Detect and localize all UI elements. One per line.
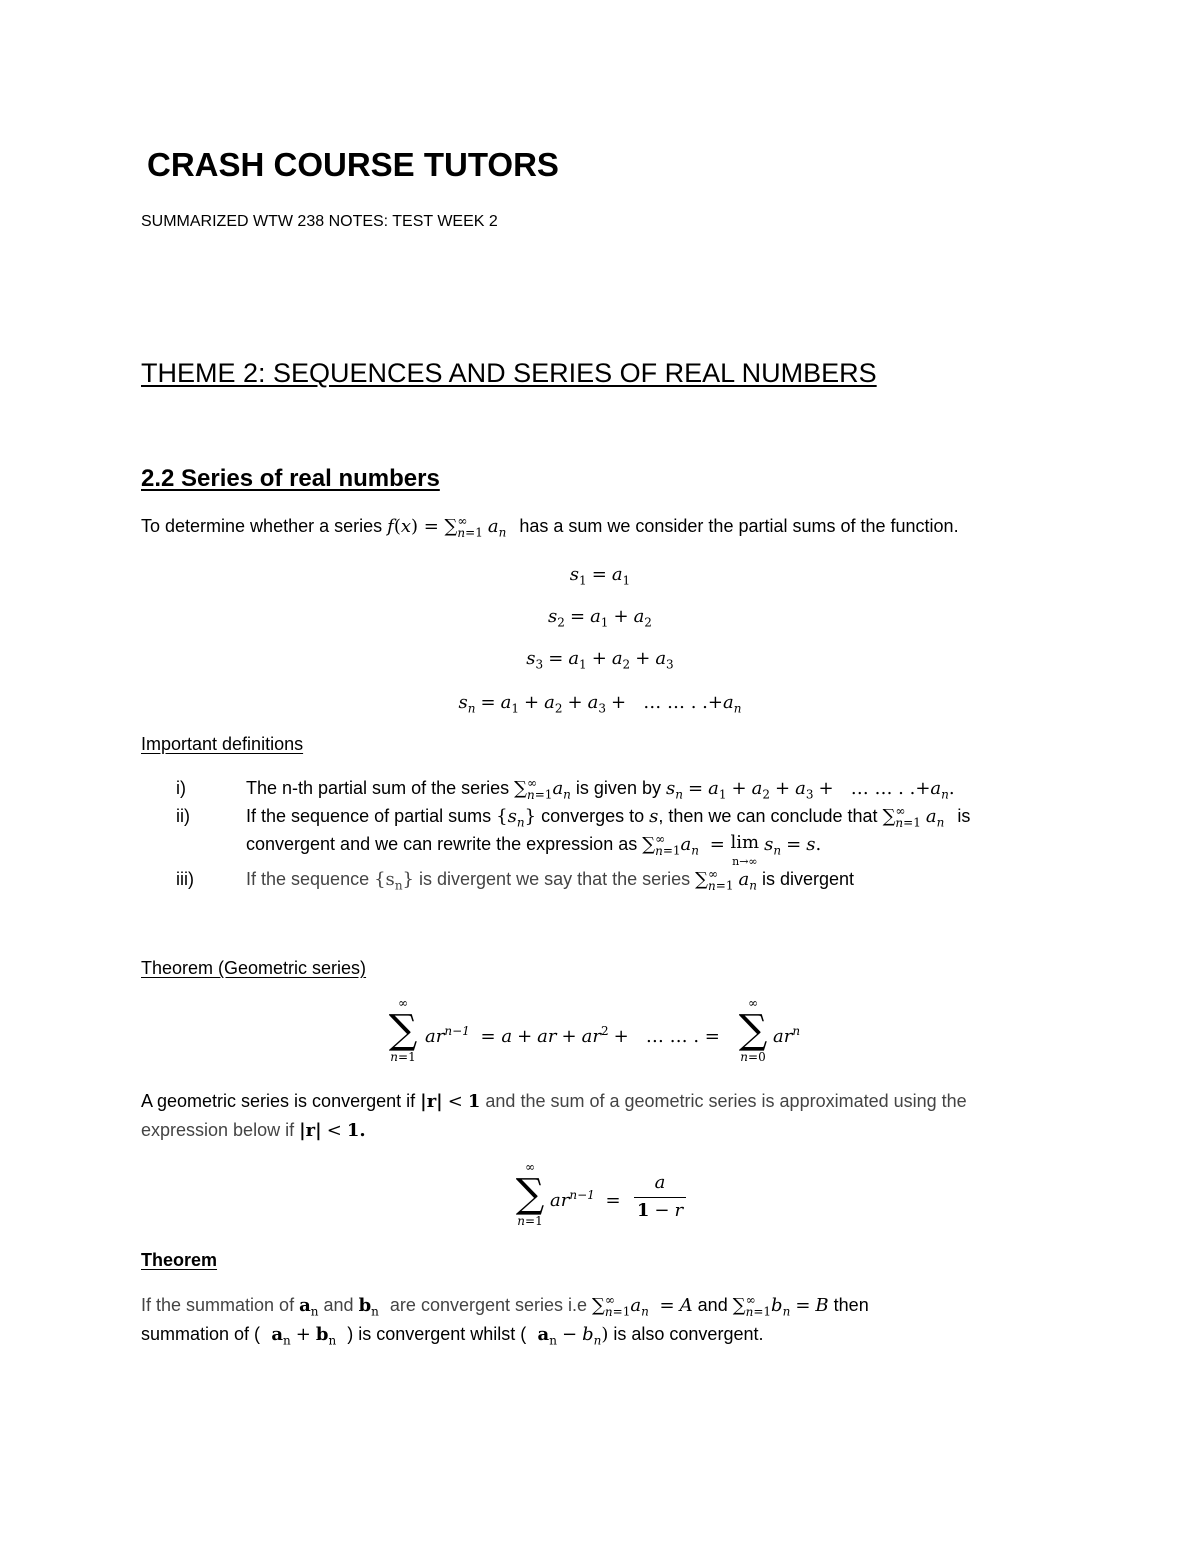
definition-text: convergent and we can rewrite the expression as xyxy=(246,834,638,854)
definition-item-2a: If the sequence of partial sums $\{s_n\}$ converges to s, then we can conclude that $\sum^\infty_{n=1}$ $a_n$ is xyxy=(246,804,971,830)
definition-text: is given by xyxy=(575,778,661,798)
partial-sum-1: $s_1 = a_1$ xyxy=(569,564,631,588)
theme-title: THEME 2: SEQUENCES AND SERIES OF REAL NUMBERS xyxy=(141,358,877,388)
definition-num-1: i) xyxy=(176,778,186,798)
definition-item-3: If the sequence $\{s_n\}$ is divergent we say that the series $\sum^\infty_{n=1}$ $a_n$ is divergent xyxy=(246,867,855,893)
geometric-formula: ∞ ∑ n=1 $ar^{n-1} = a$ + ar + $ar^2$ + … … . = ∞ ∑ n=0 $ar^n$ xyxy=(388,996,801,1064)
theorem-text: is also convergent. xyxy=(613,1324,764,1344)
theorem-line-2: summation of ( $a_n + b_n$ ) is convergent whilst ( $a_n - b_n$) is also convergent. xyxy=(141,1324,764,1348)
geometric-text-line-1: A geometric series is convergent if |r| < 1 and the sum of a geometric series is approximated using the xyxy=(141,1091,967,1112)
definition-num-3: iii) xyxy=(176,869,194,889)
theorem-text: and xyxy=(697,1295,728,1315)
geometric-heading: Theorem (Geometric series) xyxy=(141,958,367,978)
theorem-text: and xyxy=(323,1295,354,1315)
theorem-text: then xyxy=(833,1295,869,1315)
definition-text: The n-th partial sum of the series xyxy=(246,778,510,798)
definition-num-2: ii) xyxy=(176,806,190,826)
brand-title: CRASH COURSE TUTORS xyxy=(147,146,559,183)
definition-text: If the sequence xyxy=(246,869,370,889)
definition-text: converges to xyxy=(541,806,645,826)
definition-text: If the sequence of partial sums xyxy=(246,806,492,826)
partial-sum-3: $s_3 = a_1 + a_2 + a_3$ xyxy=(526,648,674,672)
definition-text: is divergent we say that the series xyxy=(419,869,691,889)
definition-item-2b: convergent and we can rewrite the expression as $\sum^\infty_{n=1}a_n = \lim$ n→∞ $s_n = s$. xyxy=(246,832,822,868)
definition-text: is divergent xyxy=(761,869,855,889)
theorem-text: summation of ( xyxy=(141,1324,261,1344)
document-subtitle: SUMMARIZED WTW 238 NOTES: TEST WEEK 2 xyxy=(141,213,498,230)
theorem-line-1: If the summation of $a_n$ and $b_n$ are convergent series i.e $\sum^\infty_{n=1}a_n = A$ and $\sum^\infty_{n=1}b_n = B$ then xyxy=(141,1293,869,1319)
intro-after: has a sum we consider the partial sums of the function. xyxy=(519,516,959,536)
series-formula: f xyxy=(387,516,394,537)
theorem-text: are convergent series i.e xyxy=(389,1295,588,1315)
geometric-text: expression below if xyxy=(141,1120,295,1140)
definitions-heading: Important definitions xyxy=(141,734,304,754)
definition-text: is xyxy=(957,806,971,826)
theorem-text: If the summation of xyxy=(141,1295,295,1315)
geometric-sum-formula: ∞ ∑ n=1 $ar^{n-1}$ = a 1 − r xyxy=(512,1160,712,1240)
section-title: 2.2 Series of real numbers xyxy=(141,465,440,492)
geometric-text-line-2: expression below if |r| < 1. xyxy=(141,1120,366,1141)
definition-text: , then we can conclude that xyxy=(658,806,878,826)
partial-sum-n: $s_n = a_1 + a_2 + a_3$ + … … . $.+a_n$ xyxy=(458,692,742,716)
intro-line: To determine whether a series $f(x) = \sum^\infty_{n=1}$ $a_n$ has a sum we consider the partial sums of the function. xyxy=(141,514,959,540)
geometric-text: and the sum of a geometric series is approximated using the xyxy=(485,1091,967,1111)
theorem-heading: Theorem xyxy=(141,1250,218,1270)
geometric-text: A geometric series is convergent if xyxy=(141,1091,416,1111)
partial-sum-2: $s_2 = a_1 + a_2$ xyxy=(548,606,652,630)
definition-item-1: The n-th partial sum of the series $\sum^\infty_{n=1}a_n$ is given by $s_n = a_1 + a_2 + a_3$ + … … . $.+a_n$. xyxy=(246,776,955,802)
theorem-text: ) is convergent whilst ( xyxy=(347,1324,527,1344)
intro-before: To determine whether a series xyxy=(141,516,383,536)
